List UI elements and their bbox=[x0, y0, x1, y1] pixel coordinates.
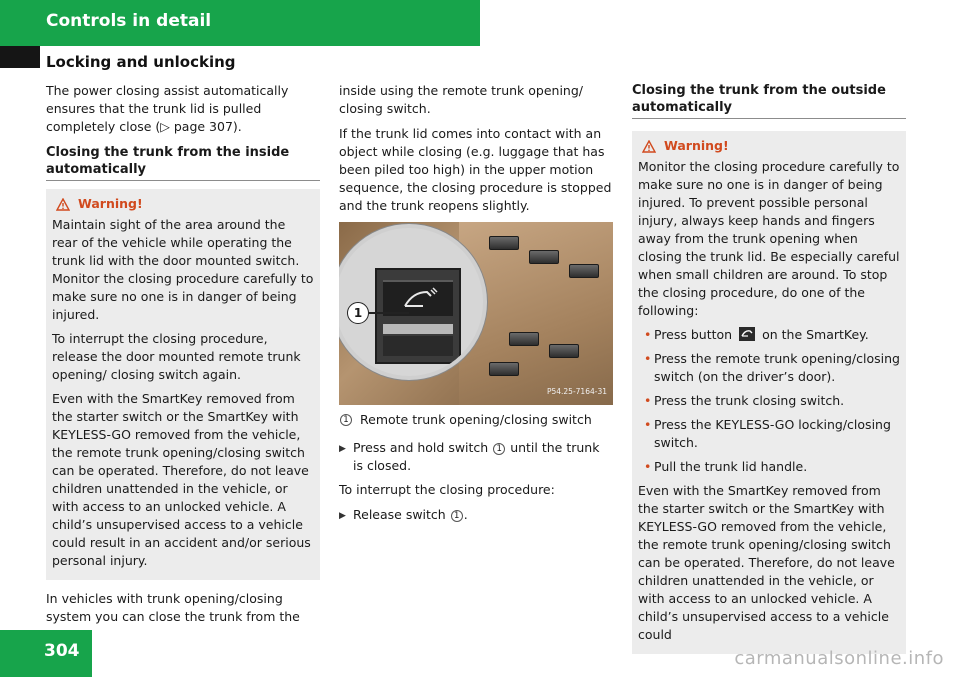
heading-close-inside: Closing the trunk from the inside automatically bbox=[46, 144, 320, 181]
warning-paragraph: Monitor the closing procedure carefully to make sure no one is in danger of being injured. To prevent possible personal injury, always keep hands and fingers away from the trunk opening when closing the trunk lid. Be especially careful when small children are around. To stop the closing procedure, do one of the following: bbox=[638, 159, 900, 318]
watermark: carmanualsonline.info bbox=[734, 648, 944, 669]
warning-box-inside bbox=[46, 189, 320, 580]
section-marker bbox=[0, 46, 40, 68]
warning-paragraph: Even with the SmartKey removed from the starter switch or the SmartKey with KEYLESS-GO removed from the vehicle, the remote trunk opening/closing switch can be operated. Therefore, do not leave children unattended in the vehicle, or with access to an unlocked vehicle. A child’s unsupervised access to a vehicle could bbox=[638, 483, 895, 642]
bullet-dot: • bbox=[644, 459, 652, 474]
bullet-item: • Pull the trunk lid handle. bbox=[644, 459, 808, 474]
column-middle bbox=[339, 82, 613, 531]
bullet-dot: • bbox=[644, 393, 652, 408]
callout-marker: 1 bbox=[347, 302, 369, 324]
bullet-dot: • bbox=[644, 417, 652, 432]
reference-number: 1 bbox=[340, 414, 352, 426]
intro-paragraph: The power closing assist automatically ensures that the trunk lid is pulled completely close (▷ page 307). bbox=[46, 83, 289, 134]
caption-text: Remote trunk opening/closing switch bbox=[360, 412, 592, 427]
warning-header bbox=[638, 137, 900, 155]
warning-paragraph: To interrupt the closing procedure, release the door mounted remote trunk opening/ closing switch again. bbox=[52, 331, 301, 382]
switch bbox=[529, 250, 559, 264]
warning-triangle-icon bbox=[642, 140, 656, 153]
bullet-item: • Press the trunk closing switch. bbox=[644, 393, 845, 408]
switch bbox=[509, 332, 539, 346]
warning-triangle-icon bbox=[56, 198, 70, 211]
paragraph: To interrupt the closing procedure: bbox=[339, 482, 555, 497]
reference-number: 1 bbox=[493, 443, 505, 455]
switch-base bbox=[383, 336, 453, 356]
callout-leader bbox=[369, 312, 409, 314]
warning-box-outside bbox=[632, 131, 906, 654]
outro-paragraph: In vehicles with trunk opening/closing system you can close the trunk from the bbox=[46, 591, 300, 624]
switch bbox=[489, 362, 519, 376]
switch bbox=[549, 344, 579, 358]
step-arrow-icon: ▶ bbox=[339, 511, 346, 521]
bullet-item: • Press the remote trunk opening/closing switch (on the driver’s door). bbox=[644, 351, 900, 384]
step-text: until the trunk is closed. bbox=[353, 440, 600, 473]
paragraph: If the trunk lid comes into contact with an object while closing (e.g. luggage that has been piled too high) in the upper motion sequence, the closing procedure is stopped and the trunk reopens slightly. bbox=[339, 126, 612, 213]
warning-label: Warning! bbox=[664, 138, 729, 153]
bullet-dot: • bbox=[644, 351, 652, 366]
step-arrow-icon: ▶ bbox=[339, 444, 346, 454]
step-text: Release switch bbox=[353, 507, 446, 522]
warning-paragraph: Even with the SmartKey removed from the starter switch or the SmartKey with KEYLESS-GO removed from the vehicle, the remote trunk opening/closing switch can be operated. Therefore, do not leave children unattended in the vehicle, or with access to an unlocked vehicle. A child’s unsupervised access to a vehicle could result in an accident and/or serious personal injury. bbox=[52, 391, 311, 568]
column-right bbox=[632, 82, 906, 664]
trunk-switch bbox=[383, 280, 453, 316]
switch bbox=[569, 264, 599, 278]
warning-header bbox=[52, 195, 314, 213]
chapter-title: Controls in detail bbox=[46, 11, 212, 31]
section-title: Locking and unlocking bbox=[46, 53, 236, 71]
instruction-step bbox=[339, 439, 613, 475]
instruction-step: ▶ Release switch 1 . bbox=[339, 506, 613, 525]
bullet-item: • Press button on the SmartKey. bbox=[644, 327, 869, 342]
page-number: 304 bbox=[44, 641, 80, 661]
bullet-item: • Press the KEYLESS-GO locking/closing switch. bbox=[644, 417, 891, 450]
bullet-dot: • bbox=[644, 327, 652, 342]
heading-close-outside: Closing the trunk from the outside automatically bbox=[632, 82, 906, 119]
photo-caption bbox=[339, 411, 613, 429]
switch-lens bbox=[383, 324, 453, 334]
photo-code: P54.25-7164-31 bbox=[546, 387, 607, 396]
reference-number: 1 bbox=[451, 510, 463, 522]
door-switch-photo bbox=[339, 222, 613, 405]
trunk-key-icon bbox=[739, 327, 755, 341]
warning-paragraph: Maintain sight of the area around the rear of the vehicle while operating the trunk lid with the door mounted switch. Monitor the closing procedure carefully to make sure no one is in danger of being injured. bbox=[52, 217, 314, 322]
switch bbox=[489, 236, 519, 250]
column-left bbox=[46, 82, 320, 633]
step-text: Press and hold switch bbox=[353, 440, 489, 455]
warning-label: Warning! bbox=[78, 196, 143, 211]
paragraph: inside using the remote trunk opening/ closing switch. bbox=[339, 83, 583, 116]
